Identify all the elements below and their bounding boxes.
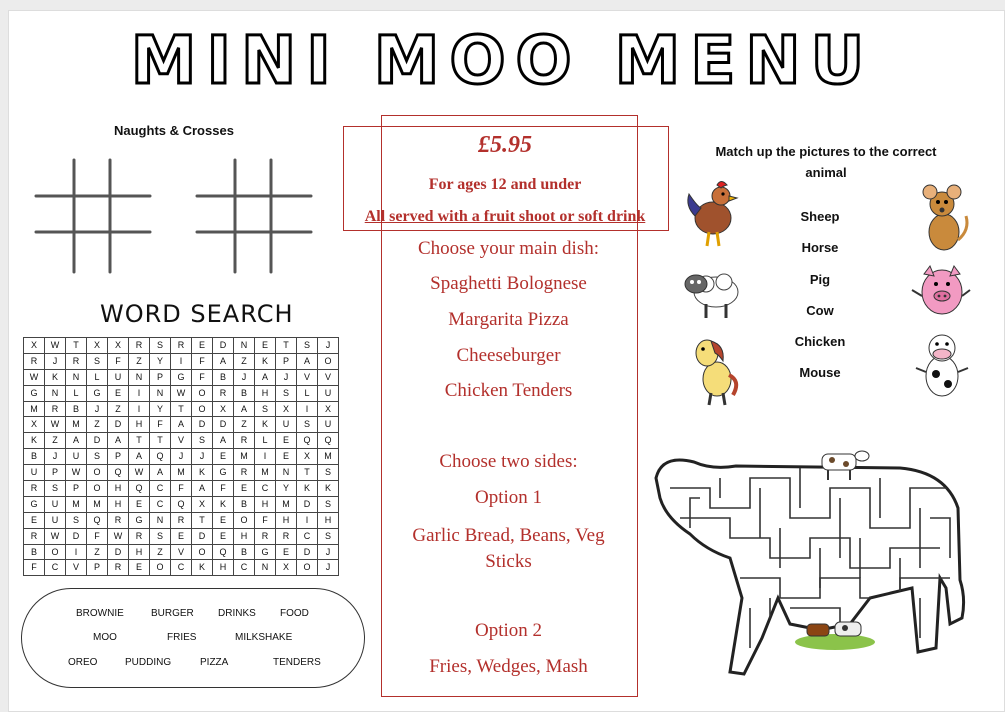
- word-search-row: [24, 417, 339, 433]
- word-search-cell: X: [213, 401, 234, 417]
- word-search-cell: O: [45, 544, 66, 560]
- word-search-cell: E: [234, 481, 255, 497]
- word-search-row: [24, 449, 339, 465]
- word-search-cell: A: [255, 369, 276, 385]
- word-search-cell: V: [66, 560, 87, 576]
- word-search-cell: X: [24, 417, 45, 433]
- word-search-cell: S: [318, 465, 339, 481]
- word-search-cell: J: [318, 544, 339, 560]
- word-search-cell: Y: [150, 353, 171, 369]
- word-search-cell: Z: [45, 433, 66, 449]
- word-search-cell: Q: [108, 465, 129, 481]
- word-search-cell: R: [108, 512, 129, 528]
- word-search-cell: D: [297, 496, 318, 512]
- word-list-item: BURGER: [151, 608, 194, 619]
- word-search-cell: K: [45, 369, 66, 385]
- word-search-cell: H: [108, 496, 129, 512]
- word-search-cell: I: [129, 385, 150, 401]
- word-search-cell: S: [192, 433, 213, 449]
- word-search-cell: H: [108, 481, 129, 497]
- word-search-cell: S: [276, 385, 297, 401]
- word-search-cell: M: [87, 496, 108, 512]
- word-search-cell: E: [255, 338, 276, 354]
- word-search-cell: R: [171, 338, 192, 354]
- word-search-row: [24, 496, 339, 512]
- word-search-cell: H: [255, 385, 276, 401]
- sides-heading: Choose two sides:: [439, 451, 578, 472]
- word-search-cell: F: [108, 353, 129, 369]
- word-search-cell: I: [66, 544, 87, 560]
- word-search-cell: I: [297, 401, 318, 417]
- word-search-cell: O: [318, 353, 339, 369]
- word-search-cell: S: [150, 528, 171, 544]
- word-search-cell: K: [192, 560, 213, 576]
- word-search-cell: O: [87, 481, 108, 497]
- word-search-cell: S: [150, 338, 171, 354]
- word-search-cell: X: [276, 401, 297, 417]
- word-search-cell: C: [45, 560, 66, 576]
- word-search-cell: S: [87, 449, 108, 465]
- word-search-cell: K: [255, 353, 276, 369]
- animal-name: Chicken: [794, 334, 846, 349]
- word-search-cell: H: [234, 528, 255, 544]
- word-search-cell: C: [297, 528, 318, 544]
- side-option-1-label: Option 1: [474, 487, 543, 508]
- word-search-cell: X: [318, 401, 339, 417]
- word-list-item: PIZZA: [200, 657, 229, 668]
- word-search-cell: R: [129, 338, 150, 354]
- word-search-cell: Q: [297, 433, 318, 449]
- word-search-cell: R: [24, 528, 45, 544]
- word-search-cell: U: [276, 417, 297, 433]
- word-search-row: [24, 338, 339, 354]
- word-search-cell: H: [213, 560, 234, 576]
- word-search-cell: U: [66, 449, 87, 465]
- word-search-cell: W: [108, 528, 129, 544]
- word-search-row: [24, 369, 339, 385]
- word-list-item: FRIES: [167, 632, 197, 643]
- word-search-row: [24, 353, 339, 369]
- pig-picture: [908, 262, 972, 324]
- word-search-cell: M: [24, 401, 45, 417]
- word-search-cell: U: [45, 512, 66, 528]
- word-search-cell: B: [24, 449, 45, 465]
- animal-name: Cow: [806, 303, 834, 318]
- word-search-cell: N: [276, 465, 297, 481]
- word-search-cell: X: [87, 338, 108, 354]
- word-search-cell: S: [297, 417, 318, 433]
- word-search-cell: N: [45, 385, 66, 401]
- animal-name: Pig: [809, 272, 831, 287]
- word-search-cell: X: [276, 560, 297, 576]
- word-search-row: [24, 433, 339, 449]
- word-list-item: MILKSHAKE: [235, 632, 293, 643]
- word-search-cell: A: [129, 449, 150, 465]
- word-search-cell: O: [150, 560, 171, 576]
- tic-tac-toe-grid-right: [195, 158, 315, 276]
- word-search-cell: M: [276, 496, 297, 512]
- word-search-cell: K: [24, 433, 45, 449]
- side-option-2-label: Option 2: [474, 620, 543, 641]
- word-list-item: FOOD: [280, 608, 309, 619]
- word-list-item: MOO: [93, 632, 117, 643]
- word-search-cell: A: [297, 353, 318, 369]
- menu-drink-note: All served with a fruit shoot or soft drink: [364, 208, 646, 225]
- word-search-row: [24, 528, 339, 544]
- word-search-cell: A: [108, 433, 129, 449]
- page-title: MINI MOO MENU: [130, 22, 875, 99]
- tic-tac-toe-grid-left: [34, 158, 154, 276]
- word-search-cell: X: [108, 338, 129, 354]
- word-search-cell: J: [87, 401, 108, 417]
- word-search-cell: J: [171, 449, 192, 465]
- word-search-cell: T: [297, 465, 318, 481]
- word-search-cell: N: [150, 512, 171, 528]
- word-search-cell: E: [213, 512, 234, 528]
- word-search-cell: T: [192, 512, 213, 528]
- word-search-cell: J: [234, 369, 255, 385]
- word-search-cell: O: [87, 465, 108, 481]
- word-search-cell: Q: [129, 481, 150, 497]
- word-search-cell: J: [318, 338, 339, 354]
- animal-name: Mouse: [799, 365, 841, 380]
- word-search-cell: G: [255, 544, 276, 560]
- word-search-cell: E: [276, 449, 297, 465]
- animal-name: Horse: [801, 240, 839, 255]
- menu-age-limit: For ages 12 and under: [428, 176, 582, 193]
- word-search-cell: R: [66, 353, 87, 369]
- word-search-cell: U: [108, 369, 129, 385]
- word-search-cell: M: [66, 496, 87, 512]
- word-search-cell: R: [213, 385, 234, 401]
- word-search-cell: F: [150, 417, 171, 433]
- word-search-cell: D: [213, 417, 234, 433]
- word-search-cell: D: [192, 417, 213, 433]
- word-search-cell: Q: [171, 496, 192, 512]
- word-search-cell: D: [87, 433, 108, 449]
- word-search-cell: E: [192, 338, 213, 354]
- word-search-cell: H: [276, 512, 297, 528]
- word-search-cell: R: [234, 433, 255, 449]
- word-search-cell: F: [87, 528, 108, 544]
- word-search-cell: Z: [87, 544, 108, 560]
- word-search-cell: P: [150, 369, 171, 385]
- word-search-cell: K: [192, 465, 213, 481]
- word-list-item: TENDERS: [273, 657, 321, 668]
- word-search-cell: B: [66, 401, 87, 417]
- word-search-cell: G: [213, 465, 234, 481]
- word-search-cell: E: [276, 544, 297, 560]
- word-search-cell: R: [171, 512, 192, 528]
- word-search-cell: N: [255, 560, 276, 576]
- word-search-cell: G: [171, 369, 192, 385]
- word-search-cell: W: [45, 338, 66, 354]
- word-search-cell: L: [87, 369, 108, 385]
- word-search-cell: M: [234, 449, 255, 465]
- word-search-cell: R: [129, 528, 150, 544]
- word-list-item: BROWNIE: [76, 608, 124, 619]
- word-search-cell: I: [255, 449, 276, 465]
- word-search-cell: G: [24, 496, 45, 512]
- side-option-1-items: Garlic Bread, Beans, Veg Sticks: [412, 525, 605, 572]
- word-search-cell: N: [66, 369, 87, 385]
- match-up-title: Match up the pictures to the correct animal: [715, 144, 937, 180]
- word-search-cell: S: [297, 338, 318, 354]
- word-search-cell: V: [297, 369, 318, 385]
- mouse-picture: [914, 182, 972, 258]
- word-search-cell: J: [276, 369, 297, 385]
- word-search-cell: I: [171, 353, 192, 369]
- word-search-cell: T: [150, 433, 171, 449]
- word-search-row: [24, 465, 339, 481]
- word-search-cell: Q: [150, 449, 171, 465]
- word-search-cell: V: [171, 433, 192, 449]
- word-search-cell: D: [192, 528, 213, 544]
- word-search-cell: C: [150, 481, 171, 497]
- word-search-cell: P: [66, 481, 87, 497]
- side-option-2-items: Fries, Wedges, Mash: [429, 656, 588, 677]
- main-dish-heading: Choose your main dish:: [417, 238, 600, 259]
- word-search-cell: T: [129, 433, 150, 449]
- word-search-cell: W: [45, 528, 66, 544]
- main-dish-item: Cheeseburger: [456, 345, 561, 366]
- word-search-cell: V: [318, 369, 339, 385]
- word-search-cell: J: [192, 449, 213, 465]
- word-search-cell: R: [24, 481, 45, 497]
- word-search-cell: W: [171, 385, 192, 401]
- menu-price: £5.95: [478, 132, 532, 158]
- naughts-crosses-label: Naughts & Crosses: [114, 123, 234, 138]
- word-search-cell: Z: [234, 353, 255, 369]
- word-search-cell: M: [66, 417, 87, 433]
- word-search-cell: F: [192, 369, 213, 385]
- word-search-cell: G: [24, 385, 45, 401]
- chicken-picture: [683, 176, 741, 252]
- word-search-cell: Q: [213, 544, 234, 560]
- word-search-cell: Y: [276, 481, 297, 497]
- word-search-cell: A: [150, 465, 171, 481]
- word-search-row: [24, 544, 339, 560]
- word-search-cell: G: [129, 512, 150, 528]
- word-search-grid: [23, 337, 339, 576]
- word-search-cell: D: [213, 338, 234, 354]
- word-search-cell: S: [318, 496, 339, 512]
- word-search-row: [24, 512, 339, 528]
- word-search-cell: E: [276, 433, 297, 449]
- word-search-title: WORD SEARCH: [100, 300, 294, 328]
- word-search-cell: R: [24, 353, 45, 369]
- word-search-cell: J: [45, 353, 66, 369]
- main-dish-item: Margarita Pizza: [448, 309, 569, 330]
- word-search-cell: F: [171, 481, 192, 497]
- word-search-cell: H: [255, 496, 276, 512]
- cow-picture: [912, 332, 972, 400]
- word-search-cell: C: [150, 496, 171, 512]
- word-search-cell: S: [66, 512, 87, 528]
- word-search-cell: N: [129, 369, 150, 385]
- word-search-cell: E: [129, 496, 150, 512]
- word-search-cell: N: [234, 338, 255, 354]
- word-search-cell: U: [24, 465, 45, 481]
- word-search-cell: Z: [129, 353, 150, 369]
- word-search-cell: B: [24, 544, 45, 560]
- word-search-cell: L: [255, 433, 276, 449]
- word-search-cell: I: [129, 401, 150, 417]
- main-dish-item: Chicken Tenders: [444, 380, 573, 401]
- word-search-cell: W: [129, 465, 150, 481]
- word-list-item: DRINKS: [218, 608, 256, 619]
- word-search-cell: P: [108, 449, 129, 465]
- word-search-cell: E: [24, 512, 45, 528]
- word-search-cell: W: [45, 417, 66, 433]
- word-search-cell: B: [213, 369, 234, 385]
- word-search-cell: Z: [108, 401, 129, 417]
- word-search-cell: E: [213, 528, 234, 544]
- word-search-cell: H: [129, 417, 150, 433]
- word-search-cell: N: [150, 385, 171, 401]
- word-search-cell: O: [192, 385, 213, 401]
- word-search-cell: S: [45, 481, 66, 497]
- word-search-cell: L: [297, 385, 318, 401]
- word-search-cell: R: [108, 560, 129, 576]
- word-search-cell: T: [276, 338, 297, 354]
- word-list-item: OREO: [68, 657, 98, 668]
- main-dish-item: Spaghetti Bolognese: [430, 273, 587, 294]
- word-search-cell: F: [24, 560, 45, 576]
- word-search-cell: P: [276, 353, 297, 369]
- word-search-cell: M: [318, 449, 339, 465]
- word-list-item: PUDDING: [125, 657, 172, 668]
- word-search-cell: T: [171, 401, 192, 417]
- word-search-cell: C: [255, 481, 276, 497]
- word-search-cell: R: [234, 465, 255, 481]
- word-search-cell: X: [24, 338, 45, 354]
- word-search-cell: F: [192, 353, 213, 369]
- word-search-cell: M: [171, 465, 192, 481]
- word-search-cell: V: [171, 544, 192, 560]
- word-search-cell: A: [66, 433, 87, 449]
- word-search-cell: K: [297, 481, 318, 497]
- word-search-row: [24, 560, 339, 576]
- word-search-cell: Q: [87, 512, 108, 528]
- word-search-cell: F: [255, 512, 276, 528]
- word-search-cell: B: [234, 544, 255, 560]
- word-search-cell: O: [234, 512, 255, 528]
- word-search-cell: U: [318, 417, 339, 433]
- word-search-cell: J: [45, 449, 66, 465]
- word-search-cell: A: [213, 433, 234, 449]
- word-search-cell: L: [66, 385, 87, 401]
- word-search-cell: S: [318, 528, 339, 544]
- word-search-cell: O: [192, 544, 213, 560]
- word-search-cell: S: [255, 401, 276, 417]
- word-search-cell: I: [297, 512, 318, 528]
- word-search-cell: S: [87, 353, 108, 369]
- word-search-cell: D: [108, 417, 129, 433]
- word-search-cell: U: [45, 496, 66, 512]
- word-search-cell: T: [66, 338, 87, 354]
- word-search-cell: A: [234, 401, 255, 417]
- word-search-cell: U: [318, 385, 339, 401]
- word-search-cell: K: [318, 481, 339, 497]
- word-search-cell: M: [255, 465, 276, 481]
- word-search-cell: K: [213, 496, 234, 512]
- word-search-cell: Q: [318, 433, 339, 449]
- word-search-cell: D: [297, 544, 318, 560]
- word-search-cell: E: [129, 560, 150, 576]
- word-search-cell: Z: [87, 417, 108, 433]
- word-search-cell: E: [213, 449, 234, 465]
- word-search-row: [24, 401, 339, 417]
- word-search-cell: P: [87, 560, 108, 576]
- word-search-cell: O: [297, 560, 318, 576]
- word-search-cell: R: [276, 528, 297, 544]
- cow-maze-picture: [650, 448, 980, 688]
- word-search-cell: C: [171, 560, 192, 576]
- word-search-cell: X: [297, 449, 318, 465]
- word-search-cell: G: [87, 385, 108, 401]
- word-search-cell: A: [171, 417, 192, 433]
- word-search-cell: W: [66, 465, 87, 481]
- word-search-cell: B: [234, 385, 255, 401]
- word-search-cell: J: [318, 560, 339, 576]
- word-search-cell: Z: [234, 417, 255, 433]
- word-search-cell: E: [108, 385, 129, 401]
- word-search-cell: A: [213, 353, 234, 369]
- word-search-cell: Y: [150, 401, 171, 417]
- word-search-cell: D: [108, 544, 129, 560]
- word-search-cell: O: [192, 401, 213, 417]
- word-search-cell: H: [318, 512, 339, 528]
- word-search-cell: R: [255, 528, 276, 544]
- word-search-cell: B: [234, 496, 255, 512]
- word-search-cell: P: [45, 465, 66, 481]
- word-search-row: [24, 481, 339, 497]
- word-search-cell: D: [66, 528, 87, 544]
- word-search-cell: H: [129, 544, 150, 560]
- word-search-cell: F: [213, 481, 234, 497]
- animal-name: Sheep: [800, 209, 840, 224]
- word-search-cell: E: [171, 528, 192, 544]
- sheep-picture: [682, 260, 740, 322]
- word-search-cell: C: [234, 560, 255, 576]
- word-search-cell: A: [192, 481, 213, 497]
- word-search-cell: X: [192, 496, 213, 512]
- word-search-cell: Z: [150, 544, 171, 560]
- word-search-cell: W: [24, 369, 45, 385]
- word-search-row: [24, 385, 339, 401]
- word-search-cell: R: [45, 401, 66, 417]
- horse-picture: [685, 335, 743, 407]
- word-search-cell: K: [255, 417, 276, 433]
